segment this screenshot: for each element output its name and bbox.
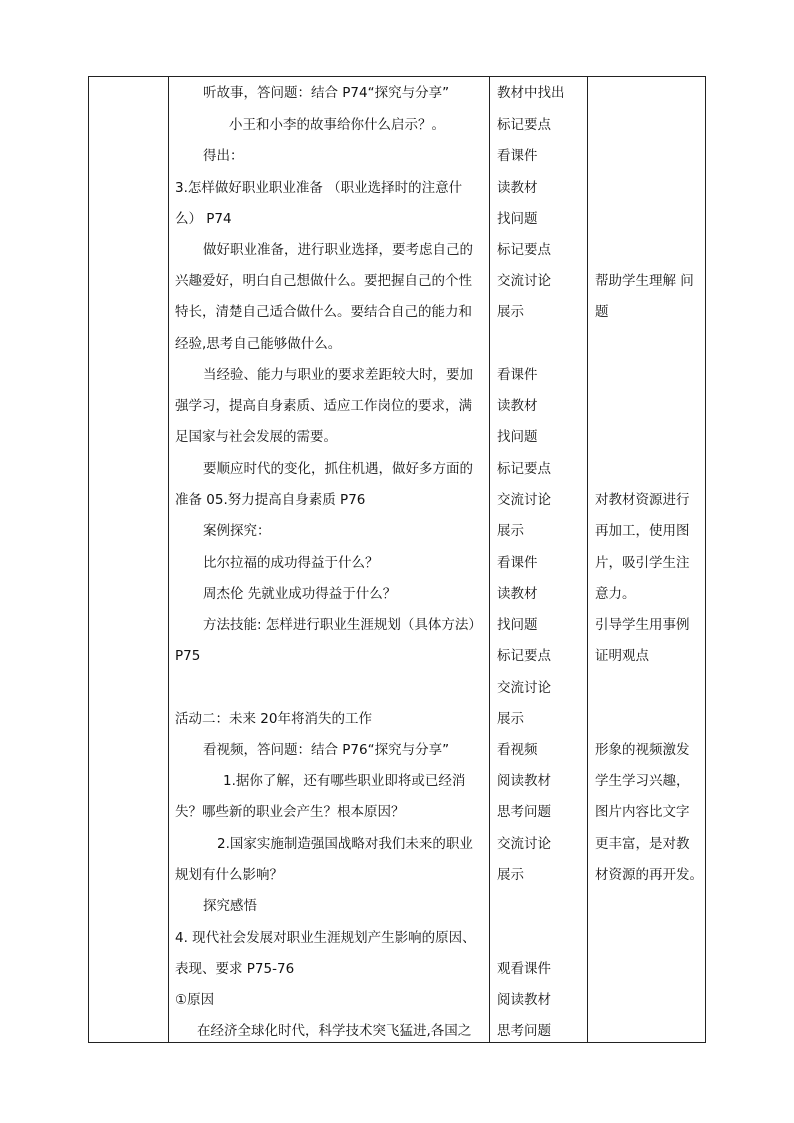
- activity-text-line: 交流讨论: [497, 680, 551, 696]
- activity-text-line: 读教材: [497, 586, 538, 602]
- content-text-line: 3.怎样做好职业职业准备 （职业选择时的注意什: [175, 180, 463, 196]
- activity-text-line: 标记要点: [497, 242, 551, 258]
- content-text-line: 比尔拉福的成功得益于什么？: [203, 555, 379, 571]
- content-text-line: 规划有什么影响？: [175, 867, 283, 883]
- activity-text-line: 看课件: [497, 148, 538, 164]
- intent-text-line: 再加工，使用图: [595, 523, 690, 539]
- activity-text-line: 读教材: [497, 398, 538, 414]
- activity-text-line: 展示: [497, 304, 524, 320]
- activity-text-line: 展示: [497, 867, 524, 883]
- activity-text-line: 找问题: [497, 617, 538, 633]
- activity-text-line: 阅读教材: [497, 773, 551, 789]
- content-text-line: 方法技能: 怎样进行职业生涯规划（具体方法）: [203, 617, 482, 633]
- activity-text-line: 教材中找出: [497, 85, 565, 101]
- column-divider: [489, 77, 490, 1042]
- content-text-line: 在经济全球化时代，科学技术突飞猛进,各国之: [197, 1023, 472, 1039]
- column-divider: [168, 77, 169, 1042]
- content-text-line: 当经验、能力与职业的要求差距较大时，要加: [203, 367, 473, 383]
- content-text-line: 要顺应时代的变化，抓住机遇，做好多方面的: [203, 461, 473, 477]
- intent-text-line: 更丰富，是对教: [595, 836, 690, 852]
- activity-text-line: 思考问题: [497, 1023, 551, 1039]
- activity-text-line: 标记要点: [497, 461, 551, 477]
- intent-text-line: 形象的视频激发: [595, 742, 690, 758]
- intent-text-line: 对教材资源进行: [595, 492, 690, 508]
- activity-text-line: 交流讨论: [497, 492, 551, 508]
- lesson-table: [88, 76, 706, 1043]
- intent-text-line: 引导学生用事例: [595, 617, 690, 633]
- content-text-line: 4. 现代社会发展对职业生涯规划产生影响的原因、: [175, 930, 476, 946]
- activity-text-line: 找问题: [497, 429, 538, 445]
- content-text-line: 2.国家实施制造强国战略对我们未来的职业: [217, 836, 473, 852]
- activity-text-line: 看视频: [497, 742, 538, 758]
- intent-text-line: 图片内容比文字: [595, 804, 690, 820]
- content-text-line: 探究感悟: [203, 898, 257, 914]
- content-text-line: 准备 05.努力提高自身素质 P76: [175, 492, 366, 508]
- intent-text-line: 帮助学生理解 问: [595, 273, 694, 289]
- content-text-line: 失？哪些新的职业会产生？根本原因？: [175, 804, 405, 820]
- activity-text-line: 看课件: [497, 367, 538, 383]
- intent-text-line: 题: [595, 304, 609, 320]
- intent-text-line: 片，吸引学生注: [595, 555, 690, 571]
- activity-text-line: 交流讨论: [497, 836, 551, 852]
- activity-text-line: 阅读教材: [497, 992, 551, 1008]
- content-text-line: 活动二：未来 20年将消失的工作: [175, 711, 372, 727]
- activity-text-line: 观看课件: [497, 961, 551, 977]
- content-text-line: 小王和小李的故事给你什么启示？。: [229, 117, 445, 133]
- content-text-line: ①原因: [175, 992, 215, 1008]
- intent-text-line: 材资源的再开发。: [595, 867, 703, 883]
- content-text-line: 周杰伦 先就业成功得益于什么？: [203, 586, 397, 602]
- content-text-line: 表现、要求 P75-76: [175, 961, 295, 977]
- activity-text-line: 思考问题: [497, 804, 551, 820]
- content-text-line: 听故事，答问题：结合 P74“探究与分享”: [203, 85, 450, 101]
- activity-text-line: 展示: [497, 711, 524, 727]
- intent-text-line: 学生学习兴趣，: [595, 773, 690, 789]
- column-divider: [587, 77, 588, 1042]
- content-text-line: 做好职业准备，进行职业选择，要考虑自己的: [203, 242, 473, 258]
- activity-text-line: 看课件: [497, 555, 538, 571]
- content-text-line: 1.据你了解，还有哪些职业即将或已经消: [223, 773, 466, 789]
- intent-text-line: 意力。: [595, 586, 636, 602]
- content-text-line: 特长，清楚自己适合做什么。要结合自己的能力和: [175, 304, 472, 320]
- activity-text-line: 交流讨论: [497, 273, 551, 289]
- content-text-line: 足国家与社会发展的需要。: [175, 429, 337, 445]
- intent-text-line: 证明观点: [595, 648, 649, 664]
- content-text-line: 看视频，答问题：结合 P76“探究与分享”: [203, 742, 450, 758]
- content-text-line: P75: [175, 648, 201, 664]
- content-text-line: 案例探究：: [203, 523, 271, 539]
- content-text-line: 得出：: [203, 148, 244, 164]
- content-text-line: 强学习，提高自身素质、适应工作岗位的要求，满: [175, 398, 472, 414]
- content-text-line: 么） P74: [175, 211, 232, 227]
- activity-text-line: 读教材: [497, 180, 538, 196]
- activity-text-line: 找问题: [497, 211, 538, 227]
- activity-text-line: 展示: [497, 523, 524, 539]
- content-text-line: 兴趣爱好，明白自己想做什么。要把握自己的个性: [175, 273, 472, 289]
- content-text-line: 经验,思考自己能够做什么。: [175, 336, 342, 352]
- activity-text-line: 标记要点: [497, 117, 551, 133]
- activity-text-line: 标记要点: [497, 648, 551, 664]
